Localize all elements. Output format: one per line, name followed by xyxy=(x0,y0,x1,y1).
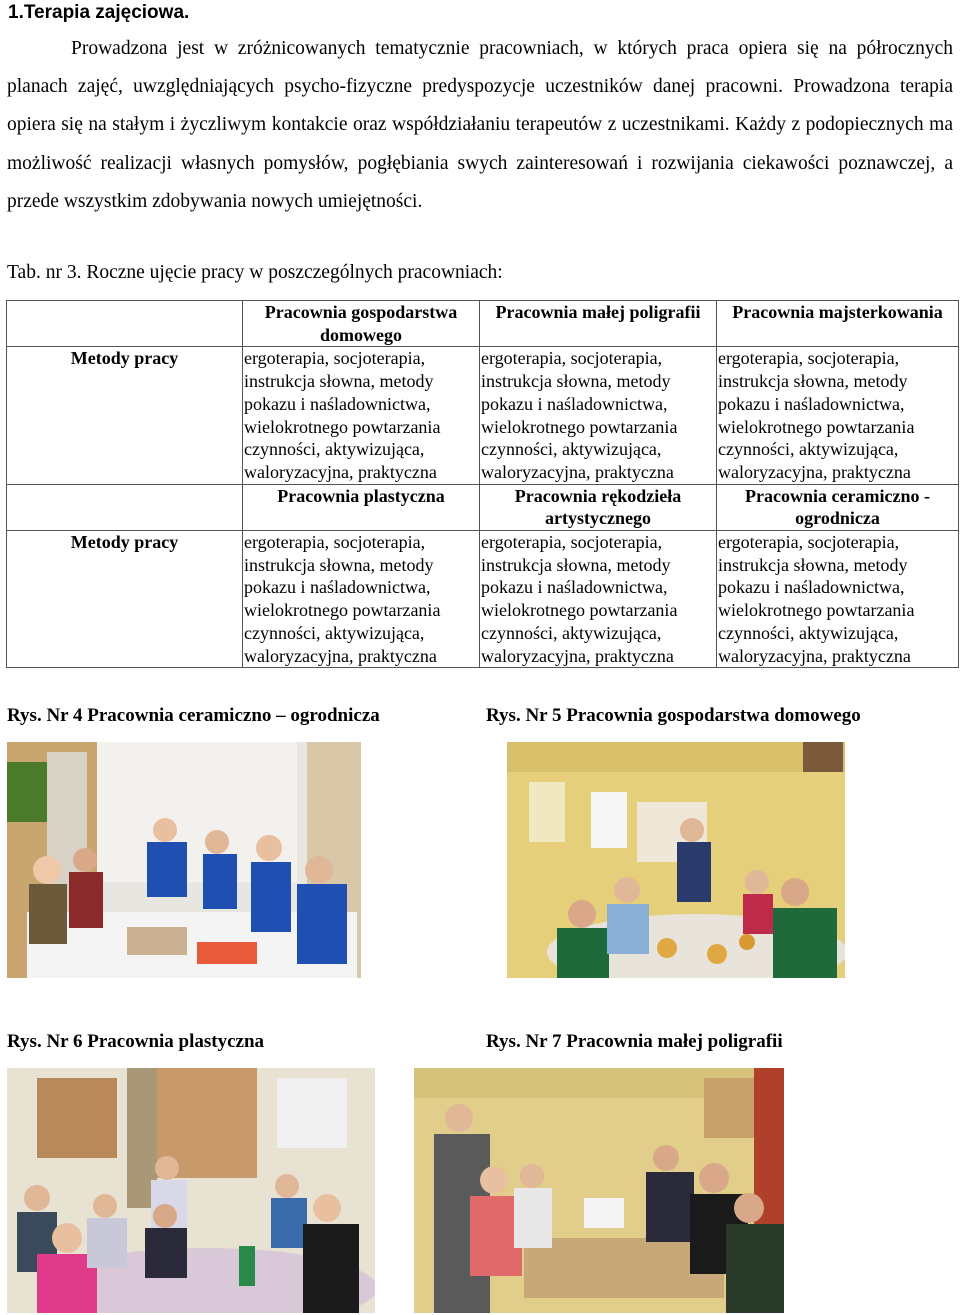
table-row xyxy=(7,484,959,530)
table-row-label: Metody pracy xyxy=(7,347,243,484)
methods-table xyxy=(6,300,959,668)
table-row xyxy=(7,301,959,347)
table-caption: Tab. nr 3. Roczne ujęcie pracy w poszczególnych pracowniach: xyxy=(7,262,503,283)
art-workshop-photo xyxy=(7,1068,375,1313)
intro-paragraph xyxy=(7,30,953,221)
table-cell: ergoterapia, socjoterapia, instrukcja słowna, metody pokazu i naśladownictwa, wielokrotnego powtarzania czynności, aktywizująca, waloryzacyjna, praktyczna xyxy=(717,347,959,484)
table-corner-cell xyxy=(7,301,243,347)
intro-paragraph-text: Prowadzona jest w zróżnicowanych tematycznie pracowniach, w których praca opiera się na półrocznych planach zajęć, uwzględniających psycho-fizyczne predyspozycje uczestników danej pracowni. Prowadzona terapia opiera się na stałym i życzliwym kontakcie oraz współdziałaniu terapeutów z uczestnikami. Każdy z podopiecznych ma możliwość realizacji własnych pomysłów, pogłębiania swych zainteresowań i rozwijania ciekawości poznawczej, a przede wszystkim zdobywania nowych umiejętności. xyxy=(7,38,953,212)
figure-6-caption: Rys. Nr 6 Pracownia plastyczna xyxy=(7,1031,265,1052)
table-cell: ergoterapia, socjoterapia, instrukcja słowna, metody pokazu i naśladownictwa, wielokrotnego powtarzania czynności, aktywizująca, waloryzacyjna, praktyczna xyxy=(243,347,480,484)
table-header-cell: Pracownia plastyczna xyxy=(243,484,480,530)
figure-4-caption: Rys. Nr 4 Pracownia ceramiczno – ogrodnicza xyxy=(7,705,380,726)
table-header-cell: Pracownia małej poligrafii xyxy=(480,301,717,347)
printing-workshop-photo xyxy=(414,1068,784,1313)
figure-7-caption: Rys. Nr 7 Pracownia małej poligrafii xyxy=(486,1031,783,1052)
table-row-label: Metody pracy xyxy=(7,531,243,668)
table-row xyxy=(7,531,959,668)
table-header-cell: Pracownia majsterkowania xyxy=(717,301,959,347)
ceramic-workshop-photo xyxy=(7,742,361,978)
table-cell: ergoterapia, socjoterapia, instrukcja słowna, metody pokazu i naśladownictwa, wielokrotnego powtarzania czynności, aktywizująca, waloryzacyjna, praktyczna xyxy=(480,531,717,668)
table-header-cell: Pracownia gospodarstwa domowego xyxy=(243,301,480,347)
figure-5-caption: Rys. Nr 5 Pracownia gospodarstwa domowego xyxy=(486,705,861,726)
home-economics-photo xyxy=(507,742,845,978)
section-title: 1.Terapia zajęciowa. xyxy=(8,2,190,23)
table-header-cell: Pracownia rękodzieła artystycznego xyxy=(480,484,717,530)
table-header-cell: Pracownia ceramiczno - ogrodnicza xyxy=(717,484,959,530)
table-row xyxy=(7,347,959,484)
table-corner-cell xyxy=(7,484,243,530)
table-cell: ergoterapia, socjoterapia, instrukcja słowna, metody pokazu i naśladownictwa, wielokrotnego powtarzania czynności, aktywizująca, waloryzacyjna, praktyczna xyxy=(480,347,717,484)
table-cell: ergoterapia, socjoterapia, instrukcja słowna, metody pokazu i naśladownictwa, wielokrotnego powtarzania czynności, aktywizująca, waloryzacyjna, praktyczna xyxy=(717,531,959,668)
table-cell: ergoterapia, socjoterapia, instrukcja słowna, metody pokazu i naśladownictwa, wielokrotnego powtarzania czynności, aktywizująca, waloryzacyjna, praktyczna xyxy=(243,531,480,668)
